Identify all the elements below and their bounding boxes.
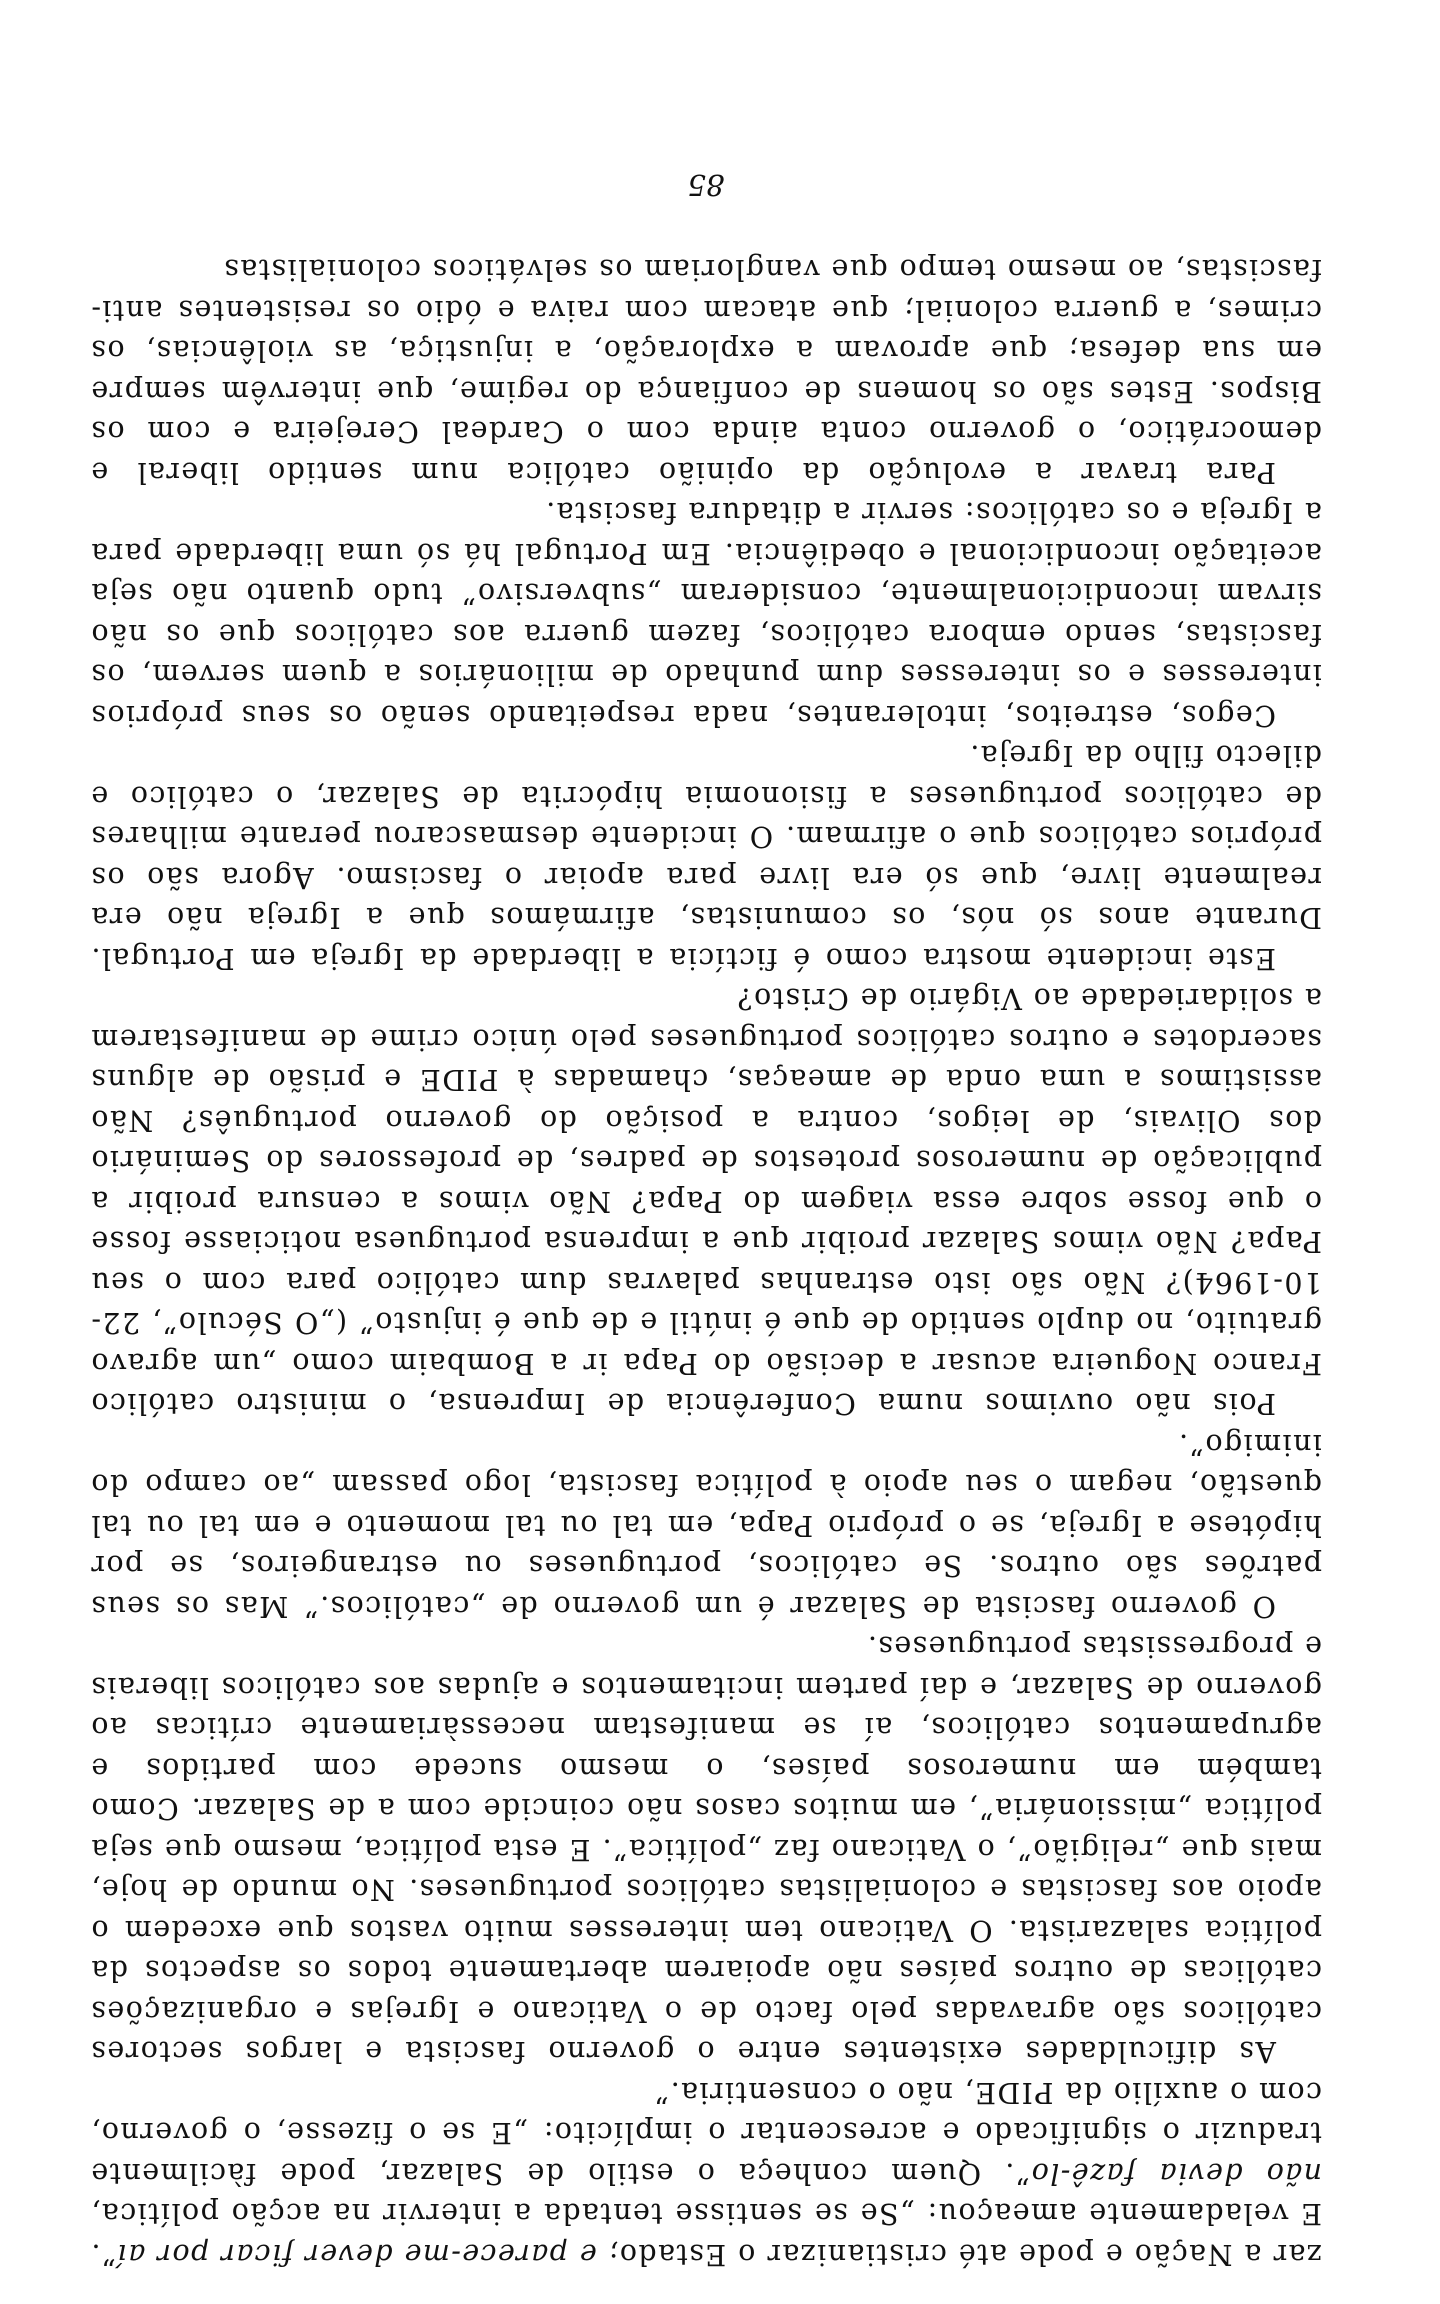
italic-run: não devia fazê-lo <box>1030 2157 1322 2190</box>
paragraph <box>90 249 1322 492</box>
paragraph <box>90 492 1322 735</box>
italic-run: e parece-me dever ficar por aí <box>116 2238 597 2271</box>
paragraph <box>90 1626 1322 2072</box>
text-run: As dificuldades existentes entre o governo fascista e largos sectores católicos são agravadas pelo facto de o Vaticano e Igrejas e organizações católicas de outros países não apoiarem abertamente todos os aspectos da política salazarista. O Vaticano tem interesses muito vastos que excedem o apoio aos fascistas e colonialistas católicos portugueses. No mundo de hoje, mais que „religião”, o Vaticano faz „política”. E esta política, mesmo que seja política „missionária”, em muitos casos não coincide com a de Salazar. Como também em numerosos países, o mesmo sucede com partidos e agrupamentos católicos, aí se manifestam necessàriamente críticas ao governo de Salazar, e daí partem incitamentos e ajudas aos católicos liberais e progressistas portugueses. <box>90 1630 1322 2069</box>
body-text <box>90 165 1322 2275</box>
text-run: Este incidente mostra como é fictícia a liberdade da Igreja em Portugal. Durante anos só nós, os comunistas, afirmámos que a Igreja não era realmente livre, que só era livre para apoiar o fascismo. Agora são os próprios católicos que o afirmam. O incidente desmascarou perante milhares de católicos portugueses a fisionomia hipócrita de Salazar, o católico e dilecto filho da Igreja. <box>90 739 1322 975</box>
paragraph <box>90 735 1322 978</box>
paragraph <box>90 2072 1322 2275</box>
text-run: Cegos, estreitos, intolerantes, nada respeitando senão os seus próprios interesses e os interesses dum punhado de milionários a quem servem, os fascistas, sendo embora católicos, fazem guerra aos católicos que os não sirvam incondicionalmente, consideram „subversivo” tudo quanto não seja aceitação incondicional e obediência. Em Portugal há só uma liberdade para a Igreja e os católicos: servir a ditadura fascista. <box>90 496 1322 732</box>
text-run: O governo fascista de Salazar é um governo de „católicos.” Mas os seus patrões são outros. Se católicos, portugueses ou estrangeiros, se por hipótese a Igreja, se o próprio Papa, em tal ou tal momento e em tal ou tal questão, negam o seu apoio à política fascista, logo passam „ao campo do inimigo”. <box>90 1428 1322 1623</box>
text-run: ”. E veladamente ameaçou: „Se se sentisse tentada a intervir na acção política, <box>89 2197 1322 2271</box>
paragraph <box>90 978 1322 1424</box>
text-run: zar a Nação e pode até cristianizar o Estado; <box>596 2238 1322 2271</box>
page-number: 85 <box>687 168 725 202</box>
text-run: Pois não ouvimos numa Conferência de Imprensa, o ministro católico Franco Nogueira acusar a decisão do Papa ir a Bombaim como „um agravo gratuito, no duplo sentido de que é inútil e de que é injusto” („O Século”, 22-10-1964)? Não são isto estranhas palavras dum católico para com o seu Papa? Não vimos Salazar proibir que a imprensa portuguesa noticiasse fosse o que fosse sobre essa viagem do Papa? Não vimos a censura proibir a publicação de numerosos protestos de padres, de professores do Seminário dos Olivais, de leigos, contra a posição do governo português? Não assistimos a uma onda de ameaças, chamadas à PIDE e prisão de alguns sacerdotes e outros católicos portugueses pelo único crime de manifestarem a solidariedade ao Vigário de Cristo? <box>90 982 1322 1421</box>
text-run: ”. Quem conheça o estilo de Salazar, pode fàcilmente traduzir o significado e acrescentar o implícito: „E se o fizesse, o governo, com o auxílio da PIDE, não o consentiria.” <box>90 2076 1322 2190</box>
paragraph <box>90 1424 1322 1627</box>
text-run: Para travar a evolução da opinião católica num sentido liberal e democrático, o governo conta ainda com o Cardeal Cerejeira e com os Bispos. Estes são os homens de confiança do regime, que intervêm sempre em sua defesa; que aprovam a exploração, a injustiça, as violências, os crimes, a guerra colonial; que atacam com raiva e ódio os resistentes anti-fascistas, ao mesmo tempo que vangloriam os selváticos colonialistas <box>90 253 1322 489</box>
